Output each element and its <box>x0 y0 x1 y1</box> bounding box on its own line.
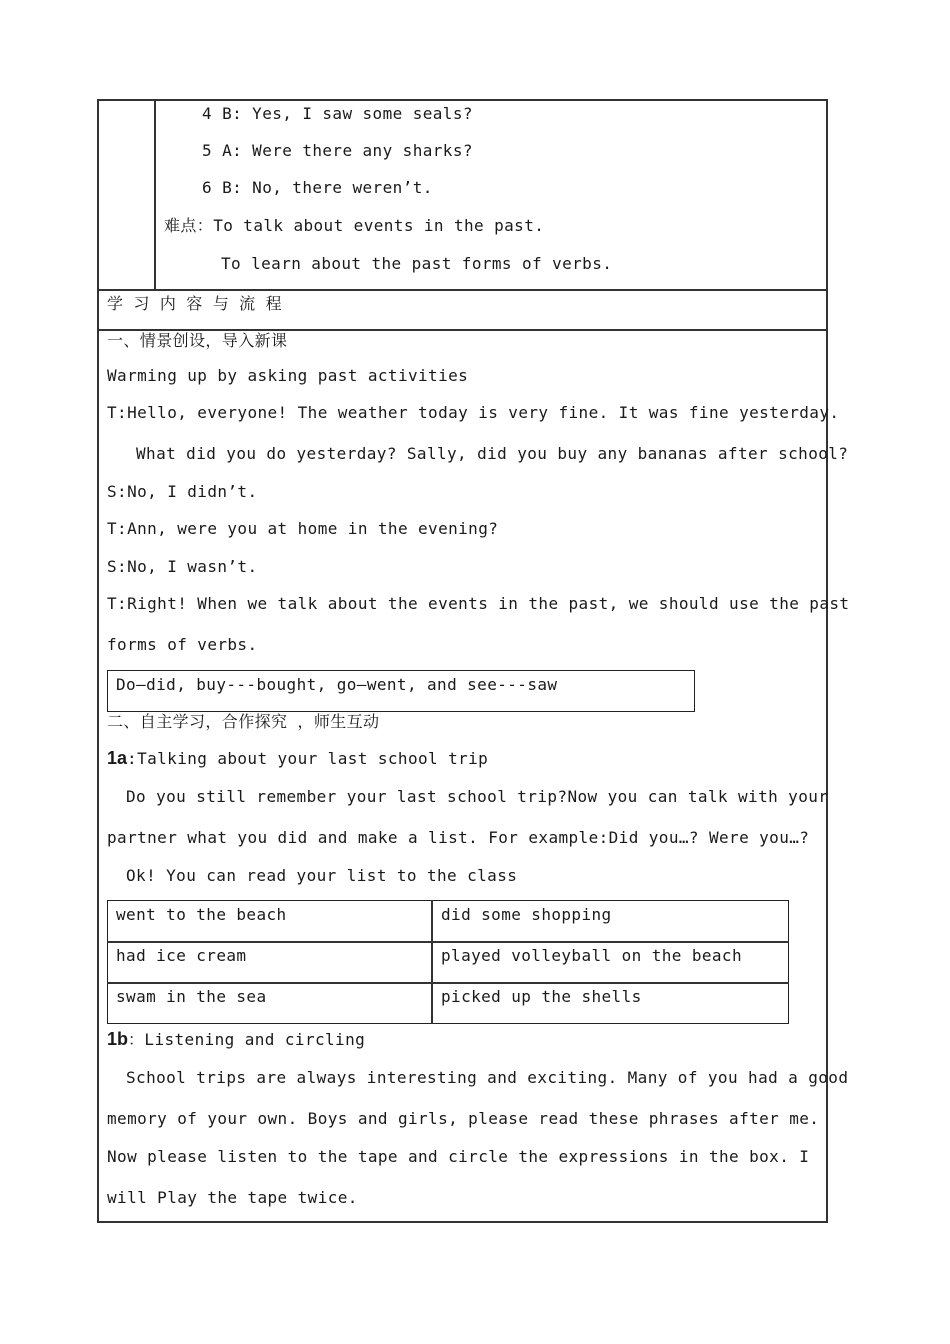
dialogue-student-2: S:No, I wasn’t. <box>107 557 258 576</box>
verb-forms-text: Do—did, buy---bought, go—went, and see---saw <box>116 675 558 694</box>
dialogue-teacher-1b: What did you do yesterday? Sally, did you buy any bananas after school? <box>136 444 849 463</box>
task-1a-title-text: :Talking about your last school trip <box>127 749 489 768</box>
dialogue-line-4: 4 B: Yes, I saw some seals? <box>202 104 473 123</box>
task-1b-line-4: will Play the tape twice. <box>107 1188 358 1207</box>
dialogue-teacher-3: T:Right! When we talk about the events in the past, we should use the past <box>107 594 850 613</box>
task-1b-line-1: School trips are always interesting and exciting. Many of you had a good <box>126 1068 849 1087</box>
part1-heading: 一、情景创设，导入新课 <box>107 331 288 350</box>
outer-border-right <box>826 99 828 1223</box>
table-cell: picked up the shells <box>441 987 642 1006</box>
difficulty-line-2: To learn about the past forms of verbs. <box>221 254 613 273</box>
task-1a-line-2: partner what you did and make a list. For example:Did you…? Were you…? <box>107 828 810 847</box>
task-1b-line-2: memory of your own. Boys and girls, please read these phrases after me. <box>107 1109 820 1128</box>
task-1a-label: 1a <box>107 748 128 768</box>
task-1b-title-text: ：Listening and circling <box>128 1030 366 1049</box>
row-divider-1 <box>97 289 828 291</box>
table-cell: played volleyball on the beach <box>441 946 742 965</box>
table-cell: swam in the sea <box>116 987 267 1006</box>
task-1b-line-3: Now please listen to the tape and circle the expressions in the box. I <box>107 1147 810 1166</box>
table-cell: went to the beach <box>116 905 287 924</box>
dialogue-line-5: 5 A: Were there any sharks? <box>202 141 473 160</box>
activity-table-row-divider-1 <box>107 941 789 943</box>
task-1a-title <box>107 747 488 770</box>
outer-border-left <box>97 99 99 1223</box>
task-1b-label: 1b <box>107 1029 129 1049</box>
outer-border-top <box>97 99 828 101</box>
table-cell: did some shopping <box>441 905 612 924</box>
task-1b-title <box>107 1028 365 1051</box>
dialogue-teacher-2: T:Ann, were you at home in the evening? <box>107 519 499 538</box>
dialogue-teacher-3b: forms of verbs. <box>107 635 258 654</box>
part1-subtitle: Warming up by asking past activities <box>107 366 469 385</box>
task-1a-line-3: Ok! You can read your list to the class <box>126 866 518 885</box>
dialogue-teacher-1: T:Hello, everyone! The weather today is very fine. It was fine yesterday. <box>107 403 840 422</box>
inner-column-divider <box>154 99 156 290</box>
dialogue-line-6: 6 B: No, there weren’t. <box>202 178 433 197</box>
difficulty-line: 难点：To talk about events in the past. <box>164 216 545 235</box>
activity-table-col-divider <box>431 900 433 1024</box>
part2-heading: 二、自主学习，合作探究 ，师生互动 <box>107 712 380 731</box>
table-cell: had ice cream <box>116 946 247 965</box>
task-1a-line-1: Do you still remember your last school trip?Now you can talk with your <box>126 787 829 806</box>
dialogue-student-1: S:No, I didn’t. <box>107 482 258 501</box>
outer-border-bottom <box>97 1221 828 1223</box>
section-header: 学 习 内 容 与 流 程 <box>107 294 282 313</box>
activity-table-row-divider-2 <box>107 982 789 984</box>
